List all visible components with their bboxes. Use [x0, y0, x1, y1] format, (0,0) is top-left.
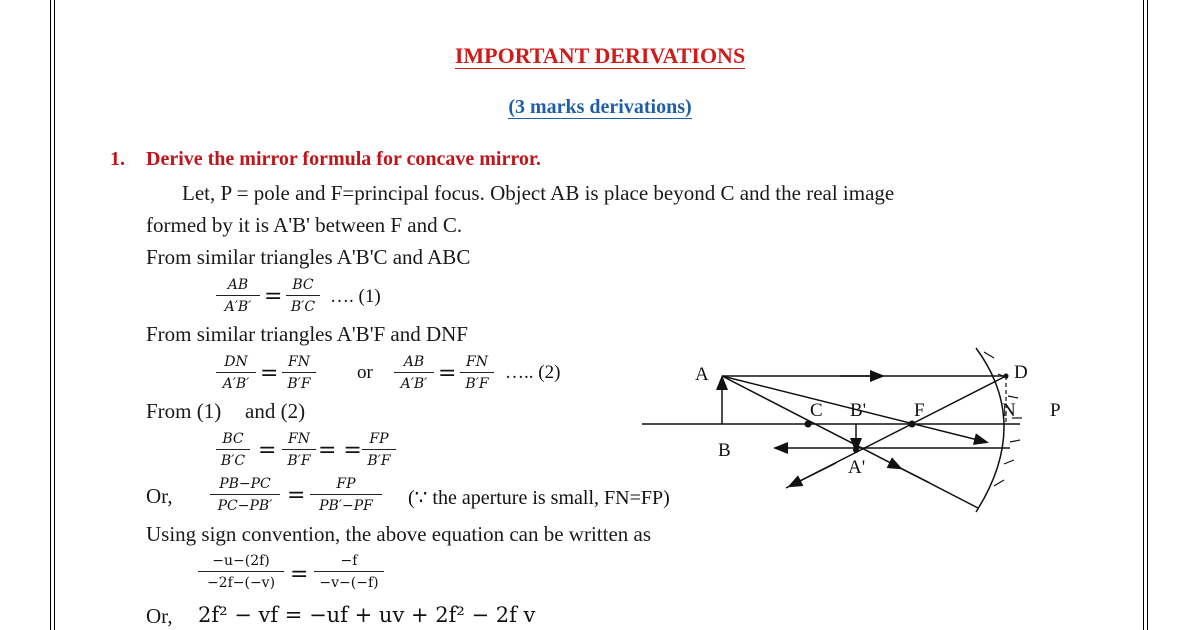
eq3-a-fraction: BC B′C: [216, 430, 250, 470]
eq5-b-fraction: −f −v−(−f): [314, 552, 384, 592]
final-equation: 2f² − vf = −uf + uv + 2f² − 2f v: [198, 603, 536, 627]
eq4-a-fraction: PB−PC PC−PB′: [210, 475, 280, 515]
eq1-tag: …. (1): [330, 286, 381, 307]
eq1-rhs-fraction: BC B′C: [286, 276, 320, 316]
concave-mirror-ray-diagram: [600, 330, 1080, 530]
eq3-equals-2: = =: [318, 438, 362, 463]
page-title: IMPORTANT DERIVATIONS: [454, 43, 746, 68]
concave-mirror-arc: [976, 348, 1004, 512]
point-d: [1004, 374, 1009, 379]
ray-reflected-arrow: [790, 463, 836, 486]
point-a-prime: [853, 447, 859, 453]
eq3-equals-1: =: [258, 438, 277, 463]
text-line-5a: From (1): [146, 399, 222, 423]
eq2-equals-2: =: [438, 361, 457, 386]
text-line-5b: and (2): [245, 399, 306, 423]
page-border-right-inner: [1143, 0, 1144, 630]
or-label-2: Or,: [146, 604, 173, 628]
sign-convention-text: Using sign convention, the above equation can be written as: [146, 522, 652, 546]
label-b: B: [718, 440, 731, 461]
page-border-left: [50, 0, 51, 630]
eq1-lhs-fraction: AB A′B′: [216, 276, 260, 316]
label-a-prime: A': [848, 457, 866, 478]
label-d: D: [1014, 362, 1028, 383]
aperture-note: (∵ the aperture is small, FN=FP): [408, 487, 670, 509]
label-p: P: [1050, 400, 1061, 421]
label-a: A: [695, 364, 709, 385]
page-border-left-inner: [54, 0, 55, 630]
question-title: Derive the mirror formula for concave mirror.: [146, 148, 541, 170]
ray-through-c-arrow: [900, 468, 930, 483]
eq2-equals-1: =: [260, 361, 279, 386]
eq2-b-fraction: FN B′F: [282, 353, 316, 393]
text-line-2: formed by it is A'B' between F and C.: [146, 213, 463, 237]
eq4-equals: =: [287, 483, 306, 508]
eq4-b-fraction: FP PB′−PF: [310, 475, 382, 515]
eq5-equals: =: [290, 562, 309, 587]
ray-through-c: [722, 376, 978, 508]
label-b-prime: B': [850, 400, 867, 421]
eq2-or: or: [357, 362, 373, 383]
eq2-a-fraction: DN A′B′: [216, 353, 256, 393]
page-subtitle: (3 marks derivations): [508, 96, 692, 118]
question-number: 1.: [110, 148, 125, 170]
eq2-tag: ….. (2): [505, 362, 561, 383]
label-n: N: [1002, 400, 1016, 421]
eq5-a-fraction: −u−(2f) −2f−(−v): [198, 552, 284, 592]
text-line-3: From similar triangles A'B'C and ABC: [146, 245, 471, 269]
page-border-right: [1147, 0, 1148, 630]
text-line-4: From similar triangles A'B'F and DNF: [146, 322, 468, 346]
eq3-c-fraction: FP B′F: [362, 430, 396, 470]
eq2-c-fraction: AB A′B′: [394, 353, 434, 393]
eq1-equals: =: [264, 284, 283, 309]
label-c: C: [810, 400, 823, 421]
label-f: F: [914, 400, 925, 421]
text-line-1: Let, P = pole and F=principal focus. Object AB is place beyond C and the real image: [182, 181, 895, 205]
eq3-b-fraction: FN B′F: [282, 430, 316, 470]
eq2-d-fraction: FN B′F: [460, 353, 494, 393]
or-label-1: Or,: [146, 484, 173, 508]
